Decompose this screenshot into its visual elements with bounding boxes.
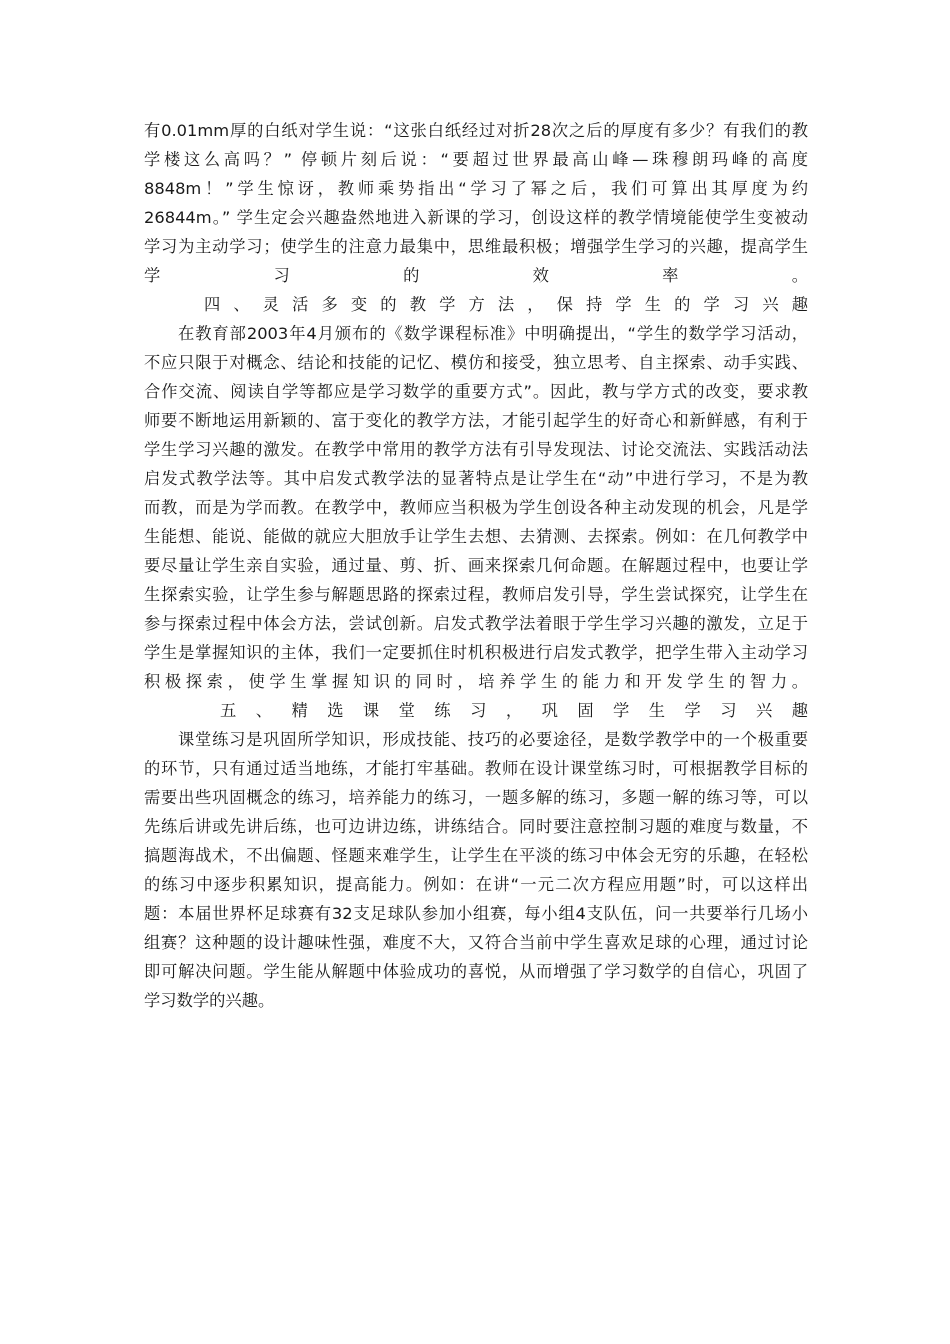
text-line: 学 习 的 效 率 。 (144, 266, 808, 285)
text-line: 先练后讲或先讲后练，也可边讲边练，讲练结合。同时要注意控制习题的难度与数量，不 (144, 817, 808, 836)
text-line: 课堂练习是巩固所学知识，形成技能、技巧的必要途径，是数学教学中的一个极重要 (178, 730, 808, 749)
text-line: 的练习中逐步积累知识，提高能力。例如：在讲“一元二次方程应用题”时，可以这样出 (144, 875, 808, 894)
text-line: 即可解决问题。学生能从解题中体验成功的喜悦，从而增强了学习数学的自信心，巩固了 (144, 962, 808, 981)
text-line: 组赛？这种题的设计趣味性强，难度不大，又符合当前中学生喜欢足球的心理，通过讨论 (144, 933, 808, 952)
text-line: 学习为主动学习；使学生的注意力最集中，思维最积极；增强学生学习的兴趣，提高学生 (144, 237, 808, 256)
text-line: 搞题海战术，不出偏题、怪题来难学生，让学生在平淡的练习中体会无穷的乐趣，在轻松 (144, 846, 808, 865)
section-heading-4: 四、灵活多变的教学方法，保持学生的学习兴趣 (204, 295, 808, 314)
section-heading-5: 五、精选课堂练习，巩固学生学习兴趣 (220, 701, 808, 720)
text-line: 题：本届世界杯足球赛有32支足球队参加小组赛，每小组4支队伍，问一共要举行几场小 (144, 904, 808, 923)
text-line: 26844m。” 学生定会兴趣盎然地进入新课的学习，创设这样的教学情境能使学生变被动 (144, 208, 808, 227)
text-line: 要尽量让学生亲自实验，通过量、剪、折、画来探索几何命题。在解题过程中，也要让学 (144, 556, 808, 575)
text-line: 积极探索，使学生掌握知识的同时，培养学生的能力和开发学生的智力。 (144, 672, 808, 691)
text-line: 有0.01mm厚的白纸对学生说：“这张白纸经过对折28次之后的厚度有多少？有我们的教 (144, 121, 808, 140)
text-line: 需要出些巩固概念的练习，培养能力的练习，一题多解的练习，多题一解的练习等，可以 (144, 788, 808, 807)
text-line: 学生学习兴趣的激发。在教学中常用的教学方法有引导发现法、讨论交流法、实践活动法 (144, 440, 808, 459)
text-line: 学生是掌握知识的主体，我们一定要抓住时机积极进行启发式教学，把学生带入主动学习 (144, 643, 808, 662)
text-line: 在教育部2003年4月颁布的《数学课程标准》中明确提出，“学生的数学学习活动， (178, 324, 808, 343)
text-line: 合作交流、阅读自学等都应是学习数学的重要方式”。因此，教与学方式的改变，要求教 (144, 382, 808, 401)
text-line: 8848m！”学生惊讶，教师乘势指出“学习了幂之后，我们可算出其厚度为约 (144, 179, 808, 198)
text-line: 学楼这么高吗？” 停顿片刻后说：“要超过世界最高山峰—珠穆朗玛峰的高度 (144, 150, 808, 169)
text-line: 不应只限于对概念、结论和技能的记忆、模仿和接受，独立思考、自主探索、动手实践、 (144, 353, 808, 372)
document-body (144, 116, 808, 1015)
text-line: 参与探索过程中体会方法，尝试创新。启发式教学法着眼于学生学习兴趣的激发，立足于 (144, 614, 808, 633)
text-line: 学习数学的兴趣。 (144, 991, 275, 1010)
text-line: 的环节，只有通过适当地练，才能打牢基础。教师在设计课堂练习时，可根据教学目标的 (144, 759, 808, 778)
text-line: 而教，而是为学而教。在教学中，教师应当积极为学生创设各种主动发现的机会，凡是学 (144, 498, 808, 517)
text-line: 启发式教学法等。其中启发式教学法的显著特点是让学生在“动”中进行学习，不是为教 (144, 469, 808, 488)
text-line: 生探索实验，让学生参与解题思路的探索过程，教师启发引导，学生尝试探究，让学生在 (144, 585, 808, 604)
text-line: 生能想、能说、能做的就应大胆放手让学生去想、去猜测、去探索。例如：在几何教学中 (144, 527, 808, 546)
text-line: 师要不断地运用新颖的、富于变化的教学方法，才能引起学生的好奇心和新鲜感，有利于 (144, 411, 808, 430)
